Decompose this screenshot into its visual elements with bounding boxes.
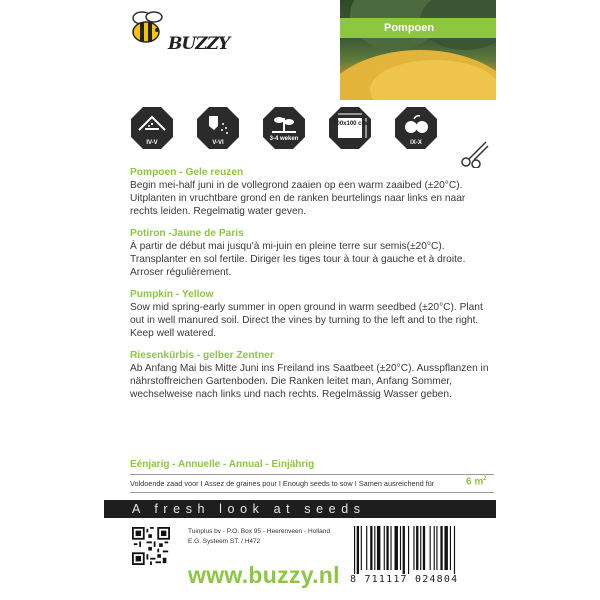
icon-caption: IV-V [146, 140, 158, 146]
seed-packet-back [104, 0, 496, 600]
divider [130, 474, 494, 475]
barcode-bar [400, 526, 401, 570]
enough-seeds-text: Voldoende zaad voor I Assez de graines pour I Enough seeds to sow I Samen ausreichend für [130, 479, 435, 488]
growing-icons [130, 106, 450, 158]
sowing-indoor-icon [130, 106, 174, 150]
barcode-number: 8 711117 024804 [350, 574, 459, 585]
section-title: Pompoen - Gele reuzen [130, 167, 244, 178]
divider [130, 492, 494, 493]
enough-seeds-qty [466, 476, 487, 487]
bee-icon [124, 8, 168, 48]
instructions [130, 166, 494, 410]
barcode-bar [361, 526, 362, 570]
pumpkin-photo [340, 0, 496, 100]
barcode-bar [454, 526, 455, 574]
address [188, 527, 330, 547]
spacing-icon [328, 106, 372, 150]
germination-icon [262, 106, 306, 150]
section-body: À partir de début mai jusqu'à mi-juin en pleine terre sur semis(±20°C). Transplanter en sol fertile. Diriger les tiges tour à tour à gauche et à droite. Arroser régulièrement. [130, 241, 466, 278]
barcode-bar [403, 526, 405, 574]
barcode-bar [377, 526, 380, 570]
section-fr [130, 227, 494, 279]
section-title: Pumpkin - Yellow [130, 289, 214, 300]
barcode-bar [390, 526, 391, 570]
barcode-bar [384, 526, 385, 570]
barcode-bar [386, 526, 388, 570]
qr-code[interactable] [132, 527, 170, 565]
qty-value: 6 m [466, 476, 484, 488]
harvest-icon [394, 106, 438, 150]
icon-caption: 100x100 cm [333, 121, 367, 127]
barcode-bar [408, 526, 409, 574]
barcode-bar [413, 526, 414, 570]
barcode-bar [436, 526, 437, 570]
section-title: Riesenkürbis - gelber Zentner [130, 350, 274, 361]
barcode-bar [374, 526, 375, 570]
sowing-outdoor-icon [196, 106, 240, 150]
logo-wordmark: BUZZY [168, 34, 230, 54]
barcode-bar [416, 526, 418, 570]
barcode-bar [423, 526, 425, 570]
product-tab: Pompoen [340, 18, 496, 38]
tagline-bar: A fresh look at seeds [104, 500, 496, 518]
barcode-bar [370, 526, 372, 570]
section-body: Ab Anfang Mai bis Mitte Juni ins Freiland ins Saatbeet (±20°C). Ausspflanzen in nährstoffreichen Gartenboden. Die Ranken leitet man, Anfang Sommer, wechselweise nach links und nach rechts. Regelmässig Wasser geben. [130, 363, 489, 400]
barcode [352, 526, 492, 574]
barcode-bar [440, 526, 442, 570]
header [104, 0, 496, 100]
barcode-bar [420, 526, 421, 570]
barcode-bar [366, 526, 367, 570]
barcode-bar [354, 526, 355, 574]
qty-unit-sup: 2 [483, 476, 487, 482]
annual-label: Eénjarig - Annuelle - Annual - Einjährig [130, 459, 315, 470]
icon-caption: 3-4 weken [269, 136, 299, 142]
barcode-bar [395, 526, 398, 570]
icon-caption: V-VI [212, 140, 224, 146]
barcode-bar [430, 526, 431, 570]
section-en [130, 288, 494, 340]
section-de [130, 349, 494, 401]
address-line: E.G. Systeem ST. / H472 [188, 538, 261, 545]
section-body: Sow mid spring-early summer in open ground in warm seedbed (±20°C). Plant out in well manured soil. Direct the vines by turning to the left and to the right. Keep well watered. [130, 302, 483, 339]
section-body: Begin mei-half juni in de vollegrond zaaien op een warm zaaibed (±20°C). Uitplanten in vruchtbare grond en de ranken beurtelings naar links en naar rechts leiden. Regelmatig water geven. [130, 180, 466, 217]
barcode-bar [444, 526, 447, 570]
buzzy-logo [124, 8, 230, 54]
icon-caption: IX-X [410, 140, 422, 146]
barcode-bar [450, 526, 451, 570]
website-link[interactable]: www.buzzy.nl [188, 562, 340, 588]
barcode-bar [434, 526, 435, 570]
section-title: Potiron -Jaune de Paris [130, 228, 244, 239]
address-line: Tuinplus bv - P.O. Box 95 - Heerenveen - Holland [188, 528, 330, 535]
section-nl [130, 166, 494, 218]
scissors-icon [460, 140, 490, 168]
barcode-bar [357, 526, 359, 574]
